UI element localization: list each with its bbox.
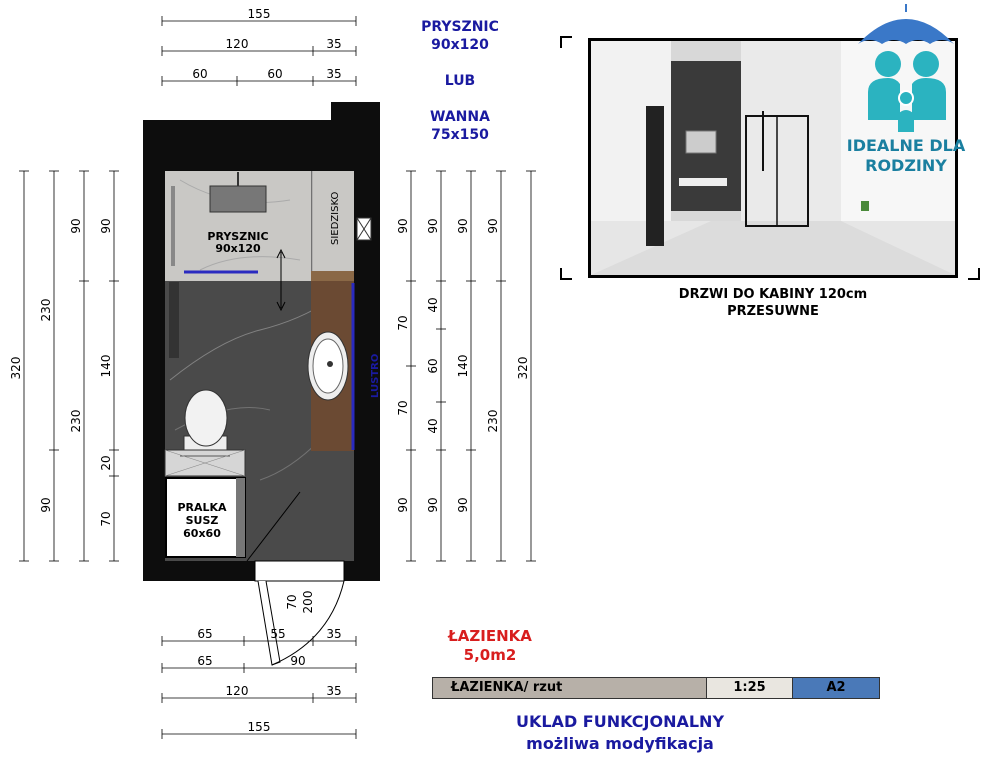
dim-right-70a: 70 bbox=[396, 315, 410, 331]
label-washer-1: PRALKA bbox=[177, 501, 227, 514]
top-label-line1: PRYSZNIC bbox=[421, 19, 499, 35]
top-label-or: LUB bbox=[444, 73, 476, 89]
dim-left-90b: 90 bbox=[69, 218, 83, 234]
dim-right-230: 230 bbox=[486, 409, 500, 433]
badge-text bbox=[836, 136, 976, 176]
footer-line2: możliwa modyfikacja bbox=[526, 734, 714, 753]
dim-top-60b: 60 bbox=[267, 67, 283, 81]
footer-title bbox=[440, 711, 800, 755]
badge-line1: IDEALNE DLA bbox=[846, 136, 966, 155]
dim-top-35b: 35 bbox=[326, 67, 342, 81]
dim-right-90g: 90 bbox=[486, 218, 500, 234]
bathroom-plan bbox=[143, 102, 380, 665]
dim-left-90a: 90 bbox=[39, 497, 53, 513]
photo-caption bbox=[588, 286, 958, 320]
room-area-line: 5,0m2 bbox=[463, 646, 517, 664]
dim-bottom-65b: 65 bbox=[197, 654, 213, 668]
dim-right-60: 60 bbox=[426, 358, 440, 374]
dim-bottom-35a: 35 bbox=[326, 627, 342, 641]
photo-caption-line2: PRZESUWNE bbox=[727, 304, 819, 319]
room-name bbox=[400, 627, 580, 665]
label-washer-3: 60x60 bbox=[183, 527, 221, 540]
dim-door-70: 70 bbox=[285, 594, 299, 610]
dim-left-230a: 230 bbox=[39, 298, 53, 322]
dim-right-90b: 90 bbox=[396, 497, 410, 513]
dim-door-200: 200 bbox=[301, 590, 315, 614]
title-block bbox=[432, 677, 880, 699]
top-label-bath bbox=[400, 108, 520, 144]
top-label-line2: 90x120 bbox=[431, 37, 489, 53]
footer-line1: UKLAD FUNKCJONALNY bbox=[515, 712, 725, 731]
dim-right-40a: 40 bbox=[426, 297, 440, 313]
top-label-line5: 75x150 bbox=[431, 127, 489, 143]
photo-corner-br bbox=[968, 268, 980, 280]
top-label-shower bbox=[400, 18, 520, 54]
dim-right-90c: 90 bbox=[426, 218, 440, 234]
dim-left-20: 20 bbox=[99, 455, 113, 471]
dim-left-70: 70 bbox=[99, 511, 113, 527]
dim-top-35a: 35 bbox=[326, 37, 342, 51]
dim-bottom-120: 120 bbox=[225, 684, 249, 698]
dim-right-90e: 90 bbox=[456, 218, 470, 234]
label-washer-2: SUSZ bbox=[185, 514, 219, 527]
photo-corner-tl bbox=[560, 36, 572, 48]
dim-bottom-55: 55 bbox=[270, 627, 286, 641]
title-block-name: ŁAZIENKA/ rzut bbox=[433, 678, 707, 698]
photo-corner-bl bbox=[560, 268, 572, 280]
top-label-line4: WANNA bbox=[430, 109, 490, 125]
dim-left-320: 320 bbox=[9, 356, 23, 380]
badge-line2: RODZINY bbox=[865, 156, 947, 175]
dim-bottom-65a: 65 bbox=[197, 627, 213, 641]
title-block-scale: 1:25 bbox=[707, 678, 793, 698]
dim-bottom-155: 155 bbox=[247, 720, 271, 734]
umbrella-icon bbox=[858, 19, 954, 44]
dim-right-90d: 90 bbox=[426, 497, 440, 513]
family-icon bbox=[868, 51, 946, 132]
dim-bottom-35b: 35 bbox=[326, 684, 342, 698]
dim-right-90f: 90 bbox=[456, 497, 470, 513]
room-name-line: ŁAZIENKA bbox=[448, 627, 532, 645]
label-shower-size: 90x120 bbox=[215, 242, 261, 255]
dim-right-70b: 70 bbox=[396, 400, 410, 416]
dim-left-140: 140 bbox=[99, 354, 113, 378]
dim-top-120: 120 bbox=[225, 37, 249, 51]
label-seat: SIEDZISKO bbox=[330, 191, 341, 245]
dim-left-90c: 90 bbox=[99, 218, 113, 234]
dim-right-40b: 40 bbox=[426, 418, 440, 434]
label-shower: PRYSZNIC bbox=[207, 230, 269, 243]
dim-left-230b: 230 bbox=[69, 409, 83, 433]
dim-top-155: 155 bbox=[247, 7, 271, 21]
label-mirror: LUSTRO bbox=[370, 353, 381, 398]
dim-bottom-90: 90 bbox=[290, 654, 306, 668]
dim-right-140: 140 bbox=[456, 354, 470, 378]
dim-top-60a: 60 bbox=[192, 67, 208, 81]
title-block-sheet: A2 bbox=[793, 678, 879, 698]
photo-caption-line1: DRZWI DO KABINY 120cm bbox=[678, 287, 868, 302]
dim-right-90a: 90 bbox=[396, 218, 410, 234]
dim-right-320: 320 bbox=[516, 356, 530, 380]
